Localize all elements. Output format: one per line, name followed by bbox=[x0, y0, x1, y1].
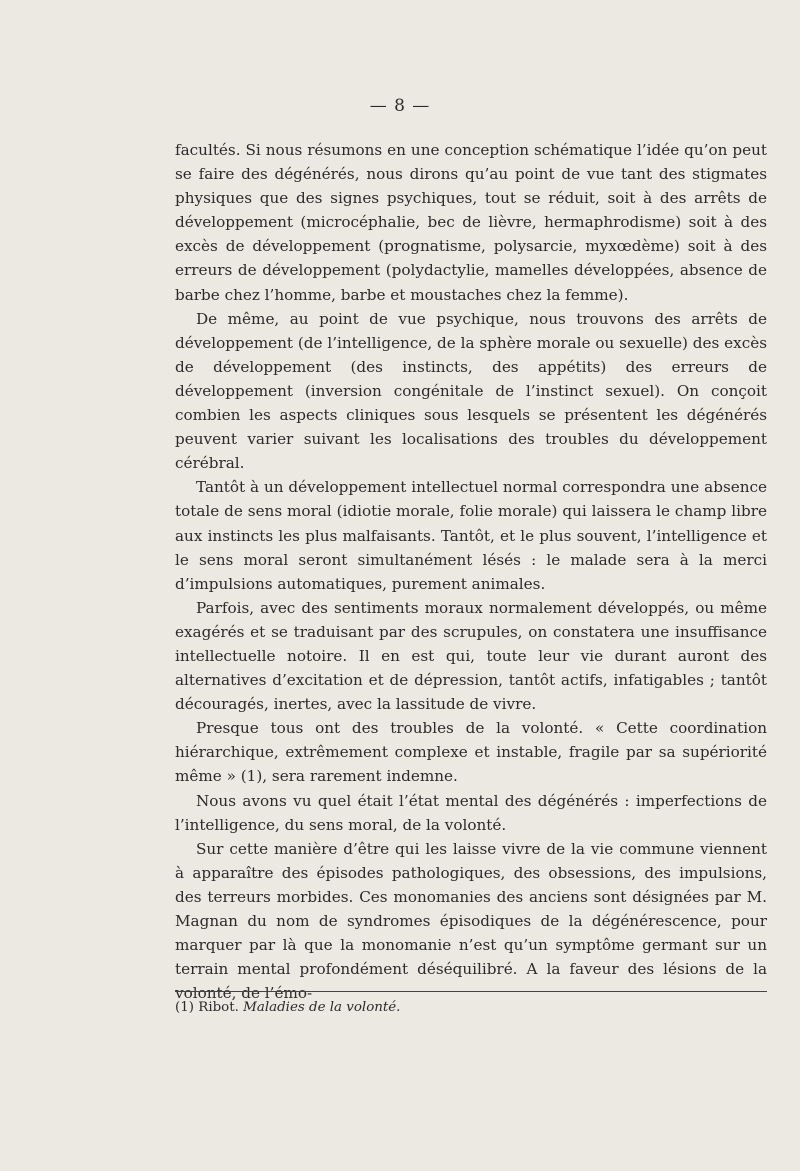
page-number: — 8 — bbox=[369, 96, 431, 116]
paragraph: Presque tous ont des troubles de la volonté. « Cette coordination hiérarchique, extrêmement complexe et instable, fragile par sa supériorité même » (1), sera rarement indemne. bbox=[175, 719, 767, 786]
main-text bbox=[175, 138, 767, 1005]
paragraph: facultés. Si nous résumons en une conception schématique l’idée qu’on peut se faire des dégénérés, nous dirons qu’au point de vue tant des stigmates physiques que des signes psychiques, tout se réduit, soit à des arrêts de développement (microcéphalie, bec de lièvre, hermaphrodisme) soit à des excès de développement (prognatisme, polysarcie, myxœdème) soit à des erreurs de développement (polydactylie, mamelles développées, absence de barbe chez l’homme, barbe et moustaches chez la femme). bbox=[175, 141, 767, 304]
paragraph: Parfois, avec des sentiments moraux normalement développés, ou même exagérés et se traduisant par des scrupules, on constatera une insuffisance intellectuelle notoire. Il en est qui, toute leur vie durant auront des alternatives d’excitation et de dépression, tantôt actifs, infatigables ; tantôt découragés, inertes, avec la lassitude de vivre. bbox=[175, 598, 767, 714]
paragraph: De même, au point de vue psychique, nous trouvons des arrêts de développement (de l’intelligence, de la sphère morale ou sexuelle) des excès de développement (des instincts, des appétits) des erreurs de développement (inversion congénitale de l’instinct sexuel). On conçoit combien les aspects cliniques sous lesquels se présentent les dégénérés peuvent varier suivant les localisations des troubles du développement cérébral. bbox=[175, 309, 767, 473]
footnote bbox=[175, 998, 767, 1018]
footnote-title: Maladies de la volonté. bbox=[243, 1000, 401, 1015]
paragraph: Sur cette manière d’être qui les laisse vivre de la vie commune viennent à apparaître des épisodes pathologiques, des obsessions, des impulsions, des terreurs morbides. Ces monomanies des anciens sont désignées par M. Magnan du nom de syndromes épisodiques de la dégénérescence, pour marquer par là que la monomanie n’est qu’un symptôme germant sur un terrain mental profondément déséquilibré. A la faveur des lésions de la volonté, de l’émo- bbox=[175, 839, 767, 1003]
paragraph: Tantôt à un développement intellectuel normal correspondra une absence totale de sens moral (idiotie morale, folie morale) qui laissera le champ libre aux instincts les plus malfaisants. Tantôt, et le plus souvent, l’intelligence et le sens moral seront simultanément lésés : le malade sera à la merci d’impulsions automatiques, purement animales. bbox=[175, 478, 767, 593]
footnote-divider bbox=[175, 991, 767, 992]
footnote-marker: (1) bbox=[175, 1000, 194, 1015]
paragraph: Nous avons vu quel était l’état mental des dégénérés : imperfections de l’intelligence, du sens moral, de la volonté. bbox=[175, 791, 767, 834]
footnote-author: Ribot. bbox=[198, 1000, 239, 1015]
